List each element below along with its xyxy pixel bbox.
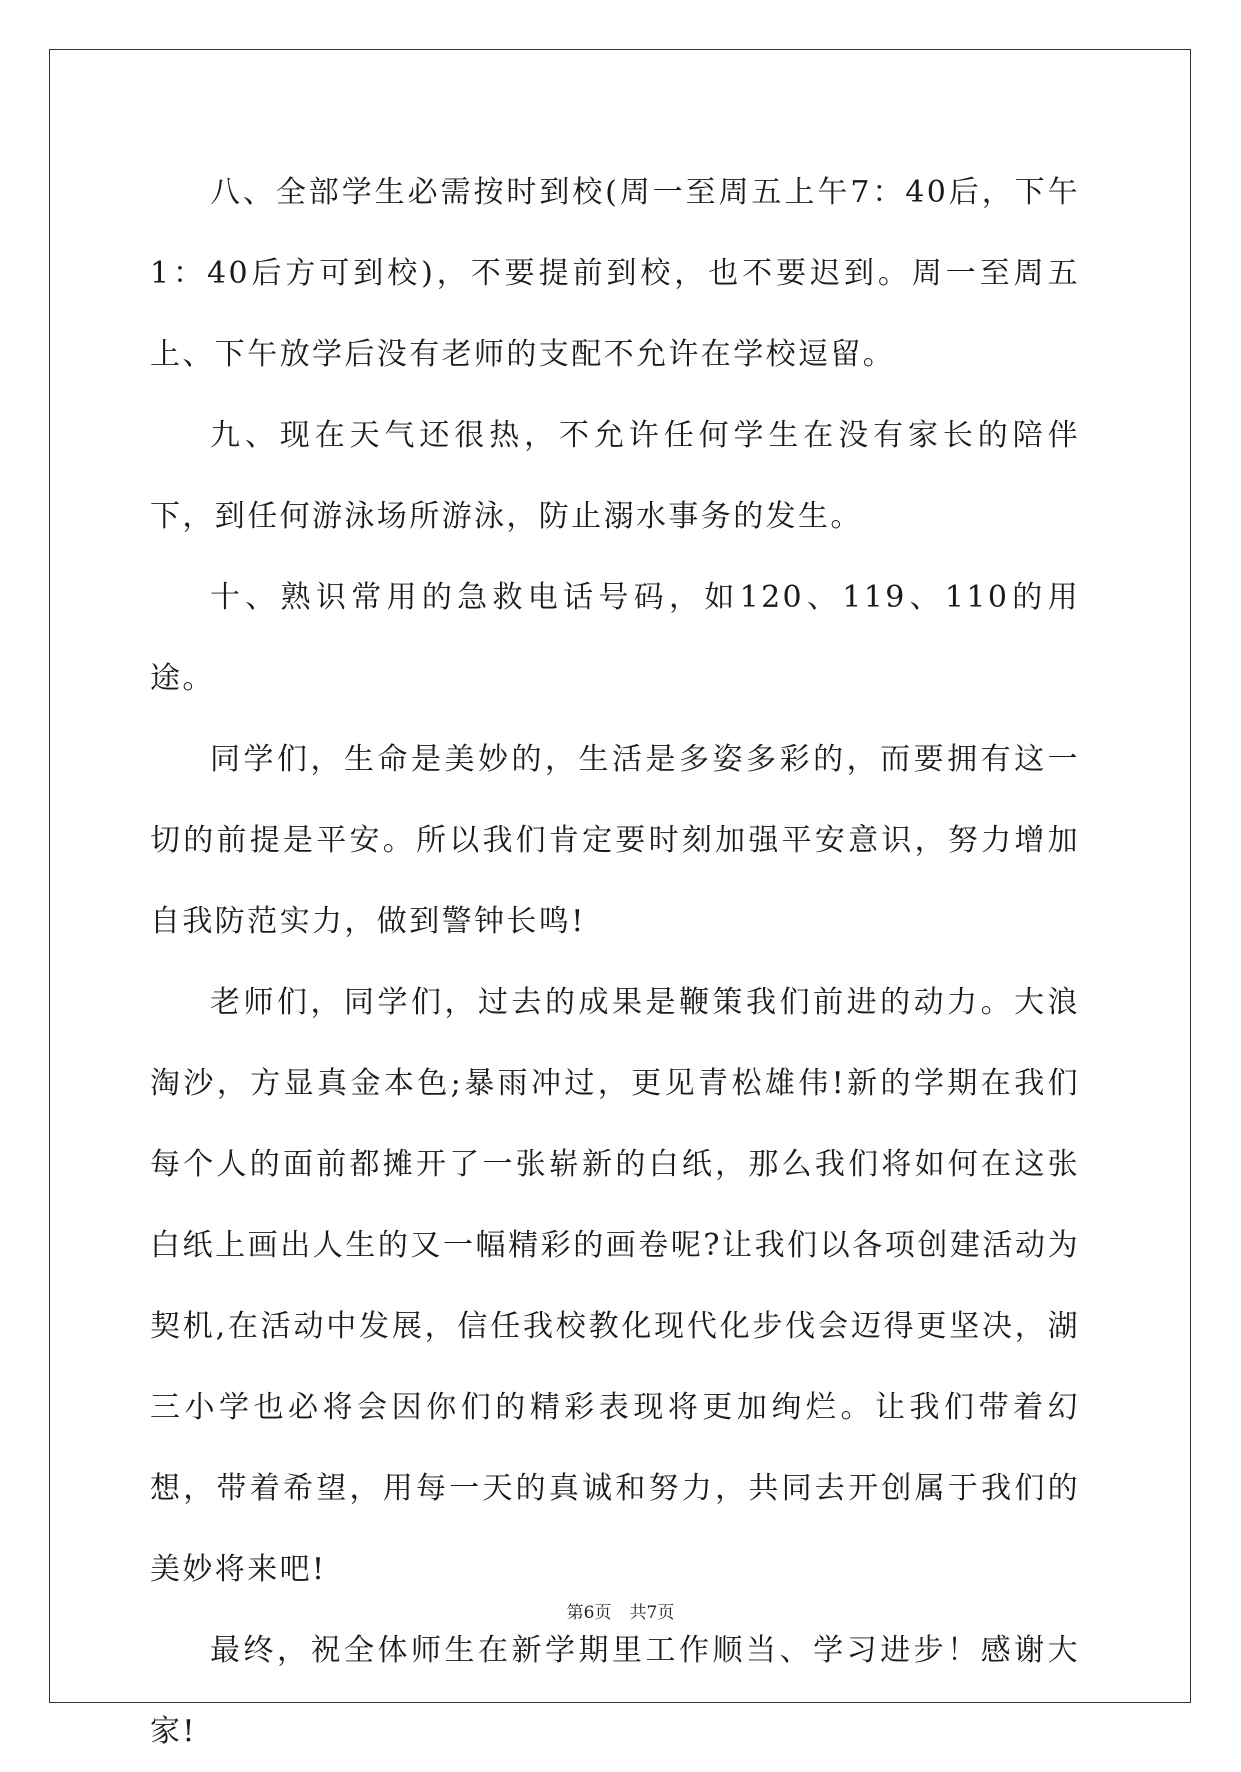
paragraph-safety: 同学们，生命是美妙的，生活是多姿多彩的，而要拥有这一切的前提是平安。所以我们肯定要时刻加强平安意识，努力增加自我防范实力，做到警钟长鸣! [150, 742, 1080, 939]
page-number: 第6页 [566, 1603, 612, 1623]
paragraph-item-8: 八、全部学生必需按时到校(周一至周五上午7：40后，下午1：40后方可到校)，不要提前到校，也不要迟到。周一至周五上、下午放学后没有老师的支配不允许在学校逗留。 [150, 175, 1080, 372]
page-total: 共7页 [629, 1603, 675, 1623]
document-body [150, 152, 1080, 1772]
page-footer [0, 1598, 1241, 1623]
paragraph-closing: 最终，祝全体师生在新学期里工作顺当、学习进步！感谢大家! [150, 1633, 1080, 1749]
paragraph-item-9: 九、现在天气还很热，不允许任何学生在没有家长的陪伴下，到任何游泳场所游泳，防止溺水事务的发生。 [150, 418, 1080, 534]
paragraph-encouragement: 老师们，同学们，过去的成果是鞭策我们前进的动力。大浪淘沙，方显真金本色;暴雨冲过，更见青松雄伟!新的学期在我们每个人的面前都摊开了一张崭新的白纸，那么我们将如何在这张白纸上画出人生的又一幅精彩的画卷呢?让我们以各项创建活动为契机,在活动中发展，信任我校教化现代化步伐会迈得更坚决，湖三小学也必将会因你们的精彩表现将更加绚烂。让我们带着幻想，带着希望，用每一天的真诚和努力，共同去开创属于我们的美妙将来吧! [150, 985, 1080, 1587]
paragraph-item-10: 十、熟识常用的急救电话号码，如120、119、110的用途。 [150, 580, 1080, 696]
